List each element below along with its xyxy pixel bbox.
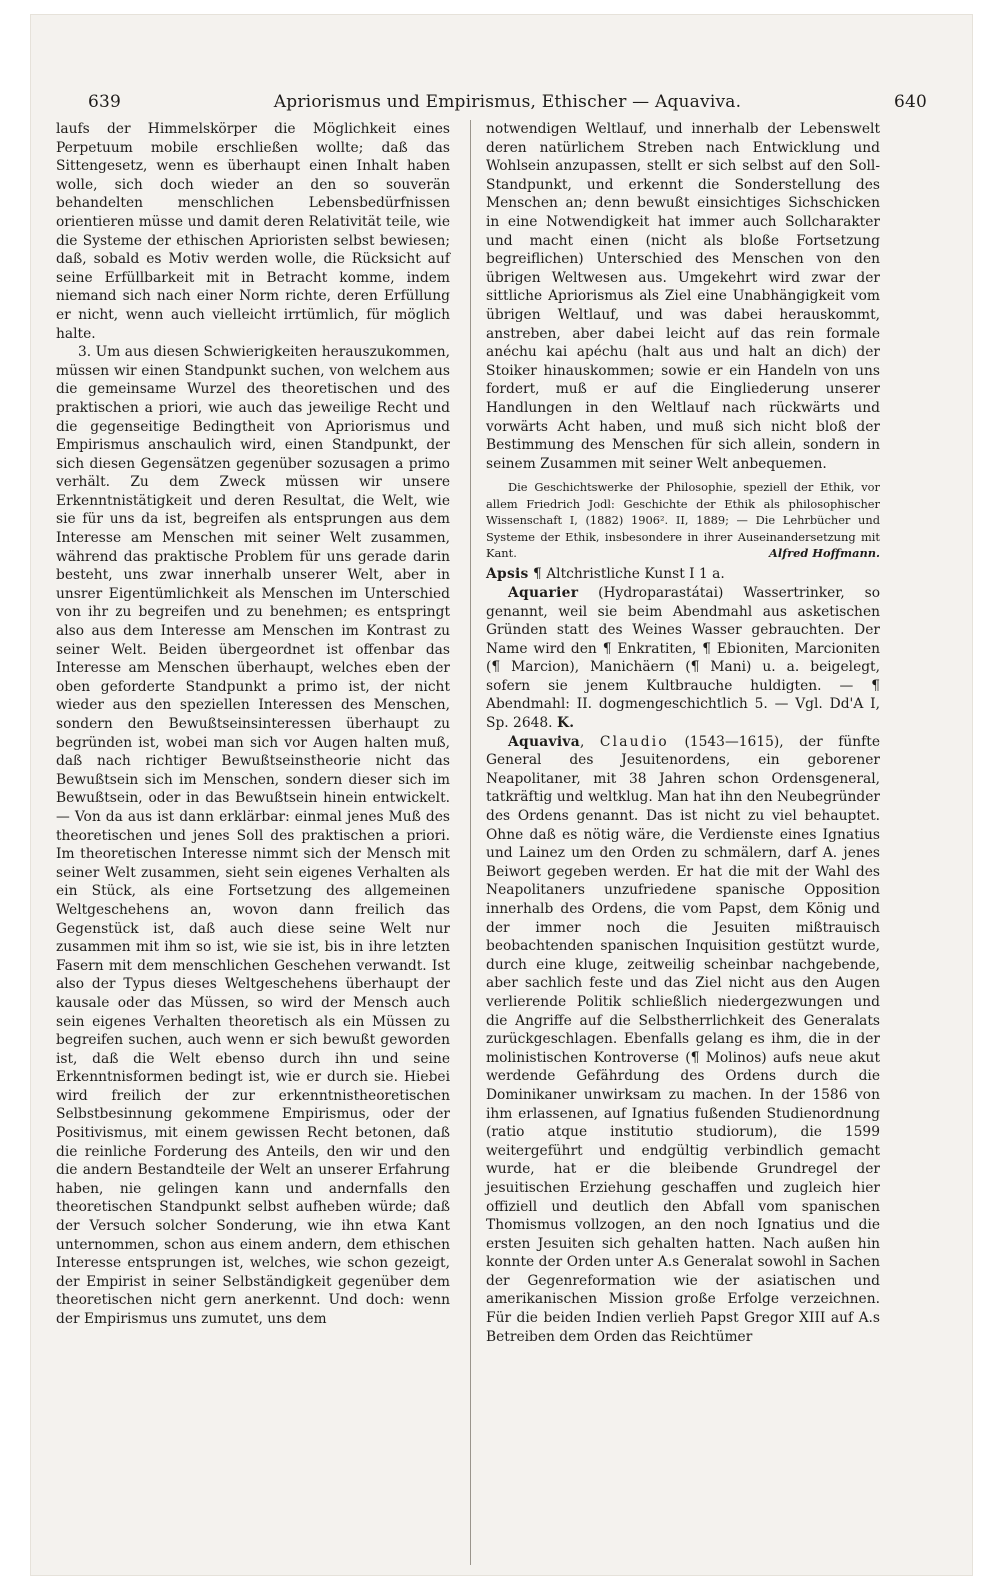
bibliography-text: Die Geschichtswerke der Philosophie, speziell der Ethik, vor allem Friedrich Jodl: Geschichte der Ethik als philosophischer Wissenschaft I, (1882) 1906². II, 1889; — Die Lehrbücher und Systeme der Ethik, insbesondere in ihrer Auseinandersetzung mit Kant. bbox=[486, 480, 880, 560]
entry-apsis bbox=[486, 565, 880, 584]
entry-aquarier bbox=[486, 584, 880, 733]
left-column bbox=[56, 120, 450, 1329]
entry-given-name: Claudio bbox=[599, 733, 669, 750]
entry-lemma: Aquaviva bbox=[508, 733, 580, 750]
column-divider bbox=[470, 120, 471, 1565]
author-signature: K. bbox=[556, 715, 575, 732]
page-number-left: 639 bbox=[88, 92, 122, 112]
entry-text: (Hydroparastátai) Wassertrinker, so genannt, weil sie beim Abendmahl aus asketischen Gründen statt des Weines Wasser gebrauchten. Der Name wird den ¶ Enkratiten, ¶ Ebioniten, Marcioniten (¶ Marcion), Manichäern (¶ Mani) u. a. beigelegt, sofern sie jenem Kultbrauche huldigten. — ¶ Abendmahl: II. dogmengeschichtlich 5. — Vgl. Dd'A I, Sp. 2648. bbox=[486, 584, 881, 732]
paragraph: laufs der Himmelskörper die Möglichkeit eines Perpetuum mobile erschließen wollte; daß das Sittengesetz, wenn es überhaupt einen Inhalt haben wolle, sich doch wieder an den so souverän behandelten menschlichen Lebensbedürfnissen orientieren müsse und damit deren Relativität teile, wie die Systeme der ethischen Aprioristen selbst bewiesen; daß, sobald es Motiv werden wolle, die Rücksicht auf seine Erfüllbarkeit mit in Betracht komme, indem niemand sich nach einer Norm richte, deren Erfüllung er nicht, wenn auch vielleicht irrtümlich, für möglich halte. bbox=[56, 121, 450, 342]
author-signature: Alfred Hoffmann. bbox=[769, 545, 880, 560]
bibliography bbox=[486, 479, 880, 561]
right-column bbox=[486, 120, 880, 1346]
paragraph: notwendigen Weltlauf, und innerhalb der Lebenswelt deren natürlichem Streben nach Entwicklung und Wohlsein anzupassen, stellt er sich selbst auf den Soll-Standpunkt, und erkennt die Sonderstellung des Menschen an; denn bewußt einsichtiges Sichschicken in eine Notwendigkeit hat immer auch Sollcharakter und macht einen (nicht als bloße Fortsetzung begreiflichen) Unterschied des Menschen von den übrigen Weltwesen aus. Umgekehrt wird zwar der sittliche Apriorismus als Ziel eine Unabhängigkeit vom übrigen Weltlauf, und was dabei herauskommt, anstreben, aber dabei leicht auf das rein formale anéchu kai apéchu (halt aus und halt an dich) der Stoiker hinauskommen; sowie er ein Handeln von uns fordert, muß er auf die Eingliederung unserer Handlungen in den Weltlauf nach rückwärts und vorwärts Acht haben, und muß sich nicht bloß der Bestimmung des Menschen für sich allein, sondern in seinem Zusammen mit seiner Welt anbequemen. bbox=[486, 121, 880, 472]
cross-reference: ¶ Altchristliche Kunst I 1 a. bbox=[533, 566, 725, 583]
entry-lemma: Aquarier bbox=[508, 584, 579, 601]
running-header bbox=[88, 92, 927, 120]
entry-text: (1543—1615), der fünfte General des Jesuitenordens, ein geborener Neapolitaner, mit 38 Jahren schon Ordensgeneral, tatkräftig und weltklug. Man hat ihn den Neubegründer des Ordens genannt. Das ist nicht zu viel behauptet. Ohne daß es nötig wäre, die Verdienste eines Ignatius und Lainez um den Orden zu schmälern, darf A. jenes Beiwort gegeben werden. Er hat die mit der Wahl des Neapolitaners unzufriedene spanische Opposition innerhalb des Ordens, die vom Papst, dem König und der immer noch die Jesuiten mißtrauisch beobachtenden spanischen Inquisition gestützt wurde, durch eine kluge, zeitweilig scheinbar nachgebende, aber sachlich feste und das Ziel nicht aus den Augen verlierende Politik schließlich niedergezwungen und die Angriffe auf die Selbstherrlichkeit des Generalats zurückgeschlagen. Ebenfalls gelang es ihm, die in der molinistischen Kontroverse (¶ Molinos) aufs neue akut werdende Gefährdung des Ordens durch die Dominikaner unwirksam zu machen. In der 1586 von ihm erlassenen, auf Ignatius fußenden Studienordnung (ratio atque institutio studiorum), die 1599 weitergeführt und endgültig verbindlich gemacht wurde, hat er die bleibende Grundregel der jesuitischen Erziehung geschaffen und zugleich hier offiziell und deutlich den Abfall vom spanischen Thomismus vollzogen, an den noch Ignatius und die ersten Jesuiten sich gehalten hatten. Nach außen hin konnte der Orden unter A.s Generalat sowohl in Sachen der Gegenreformation wie der asiatischen und amerikanischen Mission große Erfolge verzeichnen. Für die beiden Indien verlieh Papst Gregor XIII auf A.s Betreiben dem Orden das Reichtümer bbox=[486, 733, 881, 1345]
page-number-right: 640 bbox=[893, 92, 927, 112]
entry-lemma: Apsis bbox=[486, 566, 529, 583]
entry-aquaviva: Aquaviva, Claudio (1543—1615), der fünfte General des Jesuitenordens, ein geborener Neapolitaner, mit 38 Jahren schon Ordensgeneral, tatkräftig und weltklug. Man hat ihn den Neubegründer des Ordens genannt. Das ist nicht zu viel behauptet. Ohne daß es nötig wäre, die Verdienste eines Ignatius und Lainez um den Orden zu schmälern, darf A. jenes Beiwort gegeben werden. Er hat die mit der Wahl des Neapolitaners unzufriedene spanische Opposition innerhalb des Ordens, die vom Papst, dem König und der immer noch die Jesuiten mißtrauisch beobachtenden spanischen Inquisition gestützt wurde, durch eine kluge, zeitweilig scheinbar nachgebende, aber sachlich feste und das Ziel nicht aus den Augen verlierende Politik schließlich niedergezwungen und die Angriffe auf die Selbstherrlichkeit des Generalats zurückgeschlagen. Ebenfalls gelang es ihm, die in der molinistischen Kontroverse (¶ Molinos) aufs neue akut werdende Gefährdung des Ordens durch die Dominikaner unwirksam zu machen. In der 1586 von ihm erlassenen, auf Ignatius fußenden Studienordnung (ratio atque institutio studiorum), die 1599 weitergeführt und endgültig verbindlich gemacht wurde, hat er die bleibende Grundregel der jesuitischen Erziehung geschaffen und zugleich hier offiziell und deutlich den Abfall vom spanischen Thomismus vollzogen, an den noch Ignatius und die ersten Jesuiten sich gehalten hatten. Nach außen hin konnte der Orden unter A.s Generalat sowohl in Sachen der Gegenreformation wie der asiatischen und amerikanischen Mission große Erfolge verzeichnen. Für die beiden Indien verlieh Papst Gregor XIII auf A.s Betreiben dem Orden das Reichtümer bbox=[486, 733, 881, 1345]
running-title: Apriorismus und Empirismus, Ethischer — Aquaviva. bbox=[273, 92, 742, 112]
paragraph: 3. Um aus diesen Schwierigkeiten herauszukommen, müssen wir einen Standpunkt suchen, von welchem aus die gemeinsame Wurzel des theoretischen und des praktischen a priori, wie auch das jeweilige Recht und die gegenseitige Bedingtheit von Apriorismus und Empirismus anschaulich wird, einen Standpunkt, der sich diesen Gegensätzen gegenüber sozusagen a primo verhält. Zu dem Zweck müssen wir unsere Erkenntnistätigkeit und deren Resultat, die Welt, wie sie für uns da ist, begreifen als entsprungen aus dem Interesse am Menschen mit seiner Welt zusammen, während das praktische Problem für uns gerade darin besteht, uns zwar innerhalb unserer Welt, aber in unsrer Eigentümlichkeit als Menschen im Unterschied von ihr zu begreifen und zu benehmen; es entspringt also aus dem Interesse am Menschen im Kontrast zu seiner Welt. Beiden übergeordnet ist offenbar das Interesse am Menschen überhaupt, welches eben der oben geforderte Standpunkt a primo ist, der nicht wieder aus den speziellen Interessen des Menschen, sondern den Bewußtseinsinteressen überhaupt zu begründen ist, wobei man sich vor Augen halten muß, daß nach richtiger Bewußtseinstheorie nicht das Bewußtsein sich im Menschen, sondern dieser sich im Bewußtsein, oder in das Bewußtsein hinein entwickelt. — Von da aus ist dann erklärbar: einmal jenes Muß des theoretischen und jenes Soll des praktischen a priori. Im theoretischen Interesse nimmt sich der Mensch mit seiner Welt zusammen, sieht sein eigenes Verhalten als ein Stück, als eine Fortsetzung des allgemeinen Weltgeschehens an, wovon dann freilich das Gegenstück ist, daß auch diese seine Welt nur zusammen mit ihm so ist, wie sie ist, bis in ihre letzten Fasern mit dem menschlichen Geschehen verwandt. Ist also der Typus dieses Weltgeschehens überhaupt der kausale oder das Müssen, so wird der Mensch auch sein eigenes Verhalten theoretisch als ein Müssen zu begreifen suchen, auch wenn er sich bewußt geworden ist, daß die Welt ebenso durch ihn und seine Erkenntnisformen bedingt ist, wie er durch sie. Hiebei wird freilich der zur erkenntnistheoretischen Selbstbesinnung gekommene Empirismus, oder der Positivismus, mit einem gewissen Recht betonen, daß die reinliche Forderung des Anteils, den wir und den die andern Bestandteile der Welt an unserer Erfahrung haben, nie gelingen kann und andernfalls den theoretischen Standpunkt selbst aufheben würde; daß der Versuch solcher Sonderung, wie ihn etwa Kant unternommen, schon aus einem andern, dem ethischen Interesse entsprungen ist, welches, wie schon gezeigt, der Empirist in seiner Selbständigkeit gegenüber dem theoretischen nicht gern anerkennt. Und doch: wenn der Empirismus uns zumutet, uns dem bbox=[56, 344, 450, 1327]
